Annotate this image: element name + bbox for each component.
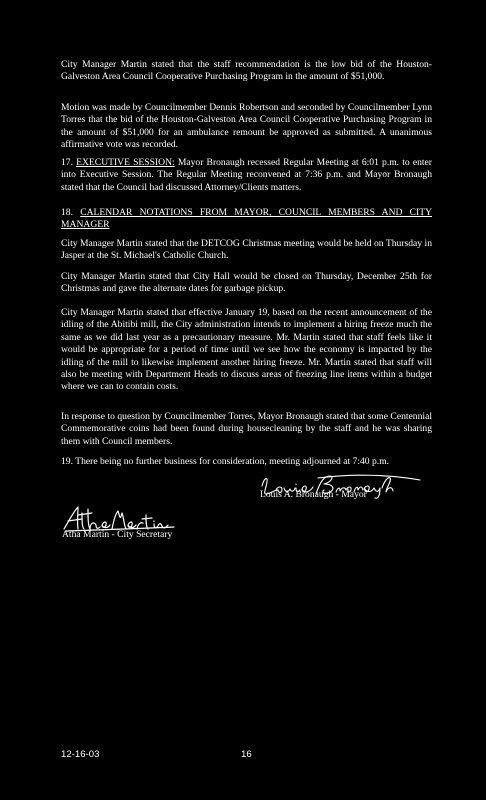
executive-session-body: Mayor Bronaugh recessed Regular Meeting at 6:01 p.m. to enter into Executive Session. The Regular Meeting reconvened at 7:36 p.m. and Mayor Bronaugh stated that the Council had discussed Attorney/Clients matters. [61,157,432,193]
item-number-17: 17. [61,157,77,168]
footer-page-number: 16 [241,749,252,760]
paragraph-detcog-meeting: City Manager Martin stated that the DETCOG Christmas meeting would be held on Thursday in Jasper at the St. Michael's Catholic Church. [61,238,432,262]
secretary-signature-line: Atha Martin - City Secretary [62,529,173,540]
paragraph-adjournment: 19. There being no further business for consideration, meeting adjourned at 7:40 p.m. [61,456,390,467]
paragraph-motion-ambulance: Motion was made by Councilmember Dennis Robertson and seconded by Councilmember Lynn Torres that the bid of the Houston-Galveston Area Council Cooperative Purchasing Program in the amount of $51,000 for an ambulance remount be approved as submitted. A unanimous affirmative vote was recorded. [61,102,432,151]
paragraph-staff-recommendation: City Manager Martin stated that the staff recommendation is the low bid of the Houston-Galveston Area Council Cooperative Purchasing Program in the amount of $51,000. [61,59,432,83]
paragraph-centennial-coins: In response to question by Councilmember Torres, Mayor Bronaugh stated that some Centennial Commemorative coins had been found during housecleaning by the staff and he was sharing them with Council members. [61,411,432,447]
item-number-18: 18. [61,207,81,218]
executive-session-heading: EXECUTIVE SESSION: [76,157,175,168]
paragraph-executive-session [61,157,432,194]
paragraph-hiring-freeze: City Manager Martin stated that effective January 19, based on the recent announcement of the idling of the Abitibi mill, the City administration intends to implement a hiring freeze much the same as we did last year as a precautionary measure. Mr. Martin stated that staff feels like it would be appropriate for a period of time until we see how the economy is impacted by the idling of the mill to likewise implement another hiring freeze. Mr. Martin stated that staff will also be meeting with Department Heads to discuss areas of freezing line items within a budget where we can to contain costs. [61,307,432,393]
paragraph-calendar-notations [61,207,432,232]
mayor-signature-line: Louis A. Bronaugh - Mayor [260,489,367,500]
paragraph-city-hall-closed: City Manager Martin stated that City Hall would be closed on Thursday, December 25th for Christmas and gave the alternate dates for garbage pickup. [61,271,432,295]
calendar-notations-heading: CALENDAR NOTATIONS FROM MAYOR, COUNCIL MEMBERS AND CITY MANAGER [61,207,433,231]
footer-date: 12-16-03 [61,749,100,760]
